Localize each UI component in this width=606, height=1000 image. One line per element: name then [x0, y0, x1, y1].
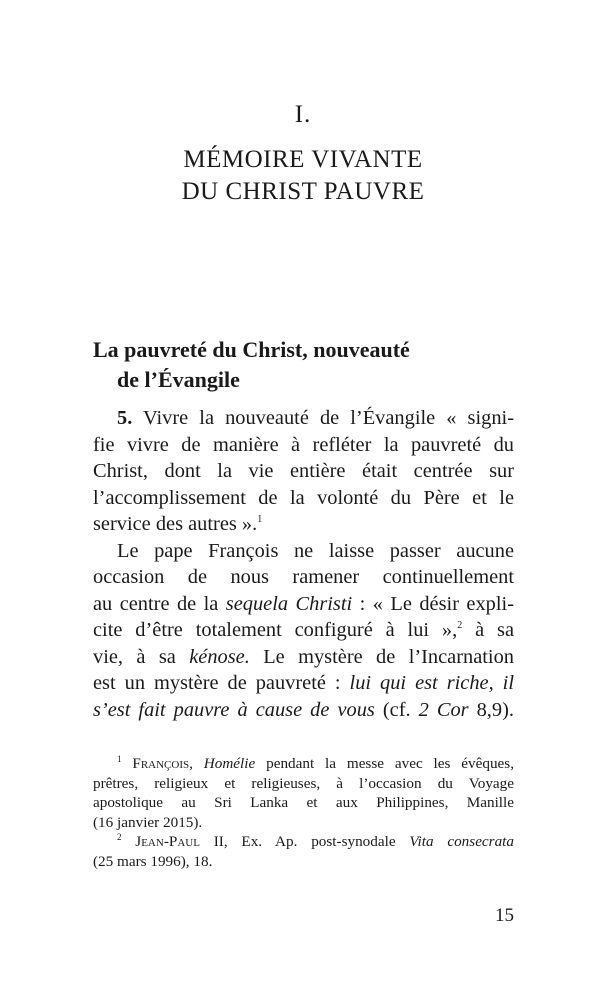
chapter-number: I. — [294, 101, 312, 128]
footnote-line: (16 janvier 2015). — [93, 813, 203, 831]
paragraph-line: service des autres ».$^1$ — [93, 513, 263, 535]
paragraph-line: est un mystère de pauvreté : lui qui est riche, il — [93, 672, 515, 694]
paragraph-number: 5. — [117, 407, 133, 429]
paragraph-line: Christ, dont la vie entière était centrée sur — [93, 460, 514, 482]
footnote-line: prêtres, religieux et religieuses, à l’occasion du Voyage — [93, 774, 514, 792]
chapter-title-line-2: DU CHRIST PAUVRE — [181, 178, 425, 205]
paragraph-line: cite d’être totalement configuré à lui »,$^2$ à sa — [93, 619, 515, 641]
page-number: 15 — [495, 905, 514, 926]
footnote-line: (25 mars 1996), 18. — [93, 852, 213, 870]
section-heading-line-1: La pauvreté du Christ, nouveauté — [93, 337, 410, 362]
paragraph-line: fie vivre de manière à refléter la pauvreté du — [93, 433, 514, 456]
paragraph-line: vie, à sa kénose. Le mystère de l’Incarnation — [93, 645, 514, 668]
footnote-2 — [93, 832, 514, 871]
footnote-ref-1[interactable]: 1 — [257, 514, 263, 525]
body-text — [93, 405, 514, 723]
footnote-line: $^2$ Jean-Paul II, Ex. Ap. post-synodale Vita consecrata — [117, 832, 514, 850]
paragraph-pope-francis — [93, 538, 514, 724]
footnote-line: $^1$ François, Homélie pendant la messe avec les évêques, — [117, 754, 515, 772]
section-heading-line-2: de l’Évangile — [117, 367, 240, 392]
section-heading — [93, 335, 523, 395]
paragraph-line: occasion de nous ramener continuellement — [93, 566, 514, 588]
footnote-ref-2[interactable]: 2 — [457, 620, 463, 631]
chapter-title-line-1: MÉMOIRE VIVANTE — [183, 146, 423, 173]
footnote-line: apostolique au Sri Lanka et aux Philippines, Manille — [93, 794, 514, 811]
footnote-mark: 2 — [117, 832, 122, 842]
paragraph-line: au centre de la sequela Christi : « Le désir expli- — [93, 592, 514, 615]
footnote-1 — [93, 754, 514, 832]
chapter-title — [0, 144, 606, 208]
paragraph-5 — [93, 405, 514, 538]
footnotes — [93, 754, 514, 871]
paragraph-line: l’accomplissement de la volonté du Père et le — [93, 486, 514, 509]
paragraph-line: 5. Vivre la nouveauté de l’Évangile « signi- — [117, 407, 514, 429]
paragraph-line: Le pape François ne laisse passer aucune — [117, 539, 514, 562]
paragraph-line: s’est fait pauvre à cause de vous (cf. 2 Cor 8,9). — [93, 698, 514, 721]
footnote-mark: 1 — [117, 754, 122, 764]
